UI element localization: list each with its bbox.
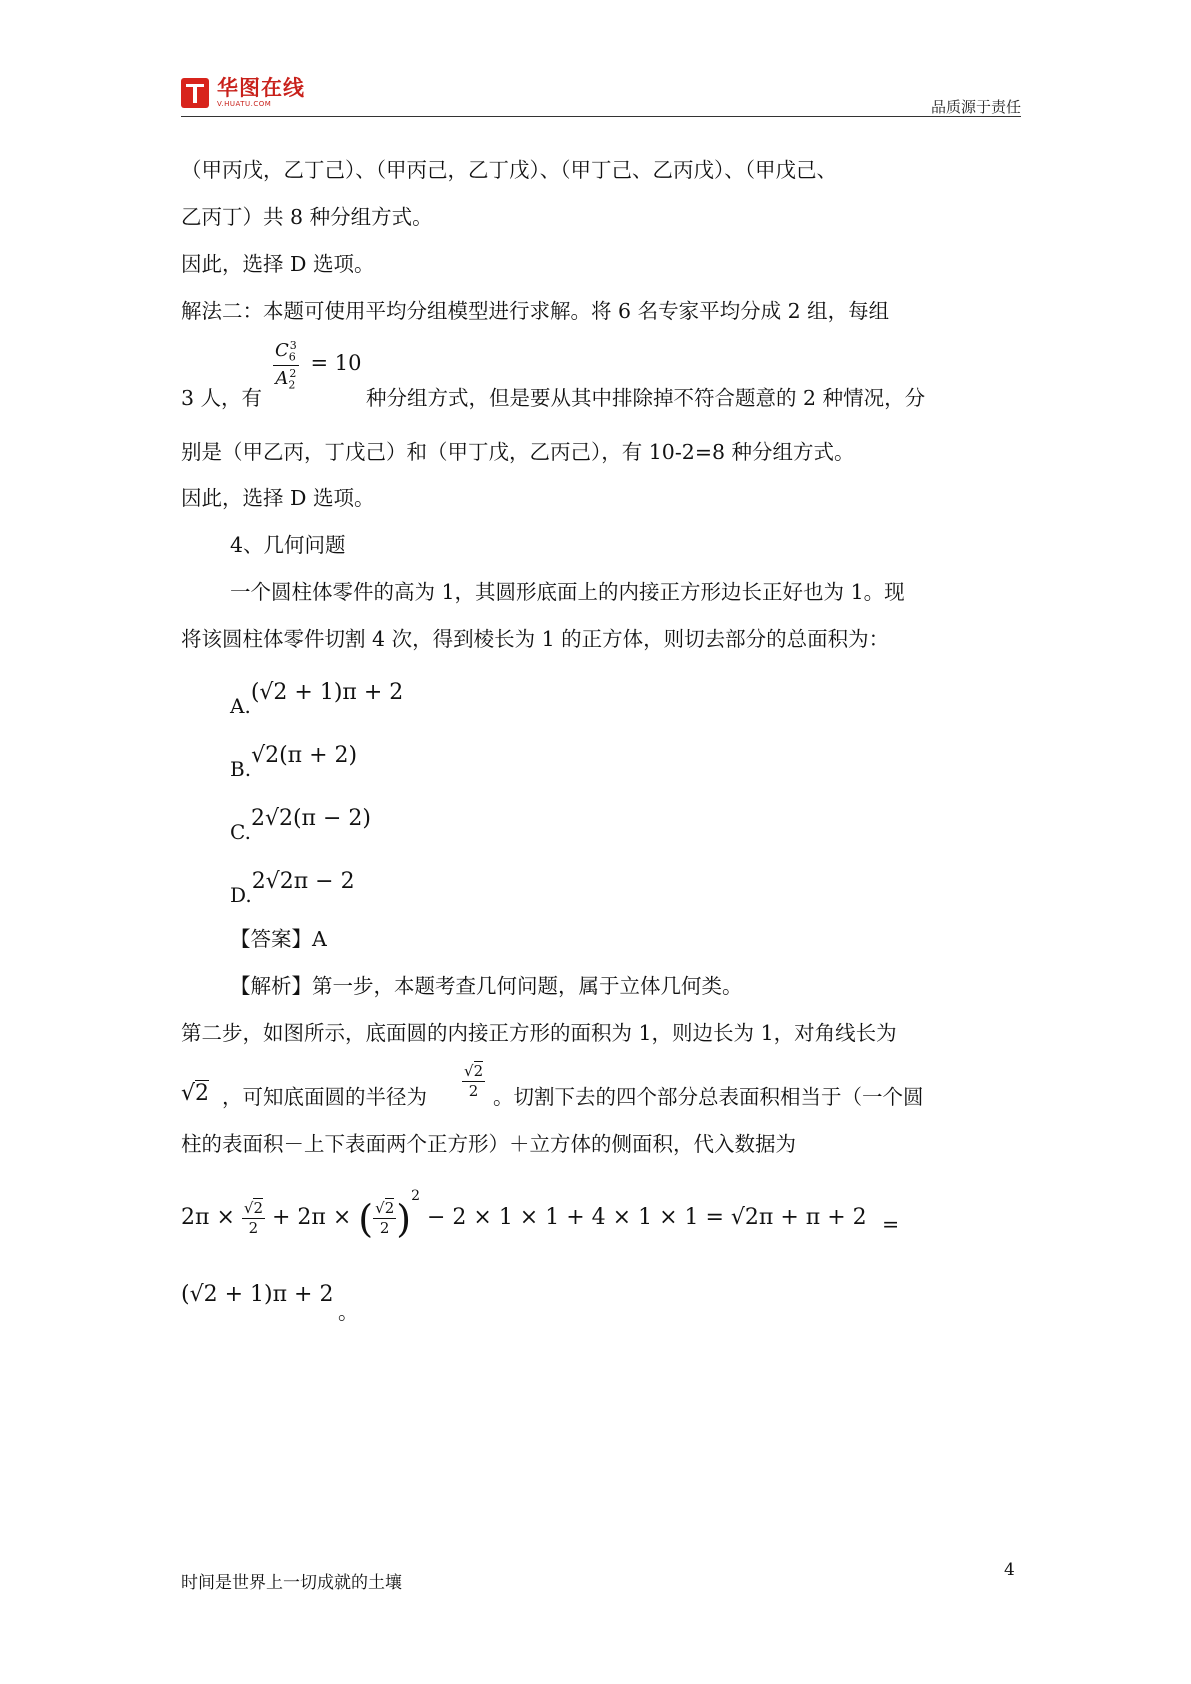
header-slogan: 品质源于责任 [930, 98, 1021, 116]
option-d[interactable] [230, 869, 355, 907]
surface-area-equation: 2π × $\frac{√2}{2}$ + 2π × ( $\frac{√2}{2}$ )$^2$ − 2 × 1 × 1 + 4 × 1 × 1 = √2π + π + 2 [181, 1188, 867, 1241]
analysis-line [230, 972, 743, 1000]
option-b[interactable] [230, 743, 357, 781]
option-label: C. [230, 820, 251, 844]
header-divider [181, 116, 1021, 117]
option-formula: 2√2(π − 2) [250, 806, 372, 831]
logo-text: 华图在线 [217, 76, 305, 100]
page-number: 4 [1004, 1560, 1015, 1580]
section-title: 4、几何问题 [230, 533, 346, 557]
answer-value: A [312, 927, 327, 951]
paragraph-line: （甲丙戊，乙丁己）、（甲丙己，乙丁戊）、（甲丁己、乙丙戊）、（甲戊己、 [181, 158, 837, 182]
question-line: 将该圆柱体零件切割 4 次，得到棱长为 1 的正方体，则切去部分的总面积为： [181, 627, 890, 651]
radius-fraction: $\frac{√2}{2}$ [464, 1062, 484, 1100]
paragraph-line: 种分组方式，但是要从其中排除掉不符合题意的 2 种情况，分 [366, 386, 926, 410]
huatu-logo [181, 78, 305, 108]
analysis-text: 第一步，本题考查几何问题，属于立体几何类。 [312, 974, 743, 998]
final-result: (√2 + 1)π + 2 [181, 1282, 334, 1307]
paragraph-line: 别是（甲乙丙，丁戊己）和（甲丁戊，乙丙己），有 10-2=8 种分组方式。 [181, 440, 855, 464]
paragraph-line: 柱的表面积－上下表面两个正方形）＋立方体的侧面积，代入数据为 [181, 1132, 796, 1156]
sqrt2-formula: √2 [181, 1081, 210, 1106]
equation-equals: = [882, 1212, 900, 1236]
paragraph-line: 第二步，如图所示，底面圆的内接正方形的面积为 1，则边长为 1，对角线长为 [181, 1021, 897, 1045]
paragraph-line: ，可知底面圆的半径为 [222, 1085, 427, 1109]
option-formula: √2(π + 2) [251, 743, 358, 768]
option-formula: (√2 + 1)π + 2 [250, 680, 404, 705]
paragraph-line: 因此，选择 D 选项。 [181, 252, 375, 276]
paragraph-line: 乙丙丁）共 8 种分组方式。 [181, 205, 433, 229]
huatu-logo-icon [181, 78, 209, 108]
paragraph-line: 3 人，有 [181, 386, 263, 410]
option-c[interactable] [230, 806, 371, 844]
combination-formula: $\frac{C_6^3}{A_2^2}$ = 10 [275, 339, 362, 392]
footer-motto: 时间是世界上一切成就的土壤 [181, 1573, 402, 1593]
logo-url: V.HUATU.COM [217, 100, 272, 108]
paragraph-line: 因此，选择 D 选项。 [181, 486, 375, 510]
final-period: 。 [338, 1300, 359, 1324]
option-label: B. [230, 757, 252, 781]
analysis-tag: 【解析】 [230, 974, 312, 998]
paragraph-line: 。切割下去的四个部分总表面积相当于（一个圆 [493, 1085, 924, 1109]
answer-line [230, 925, 327, 953]
question-line: 一个圆柱体零件的高为 1，其圆形底面上的内接正方形边长正好也为 1。现 [230, 580, 905, 604]
option-label: A. [230, 694, 251, 718]
paragraph-line: 解法二：本题可使用平均分组模型进行求解。将 6 名专家平均分成 2 组，每组 [181, 299, 890, 323]
option-label: D. [230, 883, 252, 907]
option-formula: 2√2π − 2 [251, 869, 355, 894]
option-a[interactable] [230, 680, 403, 718]
answer-tag: 【答案】 [230, 927, 312, 951]
